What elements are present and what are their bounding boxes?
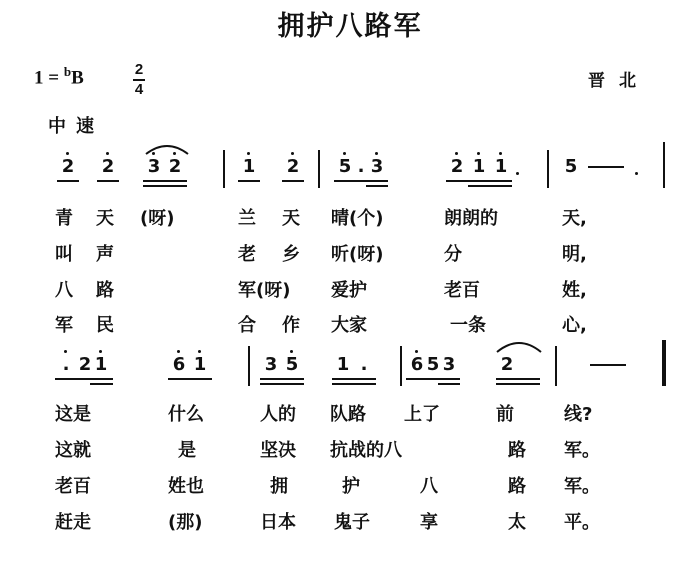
time-signature-bottom: 4 <box>134 81 144 98</box>
high-dot <box>247 152 250 155</box>
lyric: 这就 <box>55 440 91 461</box>
underline <box>57 180 79 182</box>
underline <box>55 378 113 380</box>
lyric: 军(呀) <box>238 280 291 301</box>
note: 3 <box>370 156 384 177</box>
lyric: 平。 <box>564 512 600 533</box>
lyric: 声 <box>96 244 114 265</box>
lyric: 乡 <box>282 244 300 265</box>
note <box>564 354 582 376</box>
underline <box>143 180 187 182</box>
lyric: 坚决 <box>260 440 296 461</box>
note: 1 <box>94 354 108 375</box>
lyric: 青 <box>55 208 73 229</box>
lyric: 天 <box>96 208 114 229</box>
dot: 2 <box>78 354 92 375</box>
lyric: 天 <box>282 208 300 229</box>
lyric: 姓, <box>562 280 587 301</box>
lyric: 兰 <box>238 208 256 229</box>
bar-line <box>223 150 225 188</box>
lyric: 队路 <box>330 404 366 425</box>
flat-sign: b <box>63 64 72 79</box>
lyric: (那) <box>168 512 203 533</box>
underline <box>238 180 260 182</box>
high-dot <box>66 152 69 155</box>
key-prefix: 1 = <box>34 67 64 89</box>
underline <box>143 185 187 187</box>
underline <box>366 185 388 187</box>
staccato-dot <box>635 172 638 175</box>
note: 3 <box>442 354 456 375</box>
note: 2 <box>500 354 514 375</box>
lyric: 军 <box>55 315 73 336</box>
staccato-dot <box>516 172 519 175</box>
underline <box>168 378 212 380</box>
lyric: 心, <box>562 315 587 336</box>
lyric: 作 <box>282 315 300 336</box>
final-bar-line <box>662 340 666 386</box>
underline <box>260 378 304 380</box>
bar-line <box>400 346 402 386</box>
note: 3 <box>264 354 278 375</box>
lyric: 军。 <box>564 476 600 497</box>
lyric: 叫 <box>55 244 73 265</box>
underline <box>97 180 119 182</box>
high-dot <box>290 350 293 353</box>
dash <box>588 166 624 168</box>
song-title: 拥护八路军 <box>277 11 423 42</box>
note: 2 <box>286 156 300 177</box>
note: 6 <box>410 354 424 375</box>
lyric: 这是 <box>55 404 91 425</box>
lyric: 合 <box>238 315 256 336</box>
slur <box>143 140 191 156</box>
lyric: 日本 <box>260 512 296 533</box>
lyric: 晴(个) <box>331 208 384 229</box>
note: 1 <box>193 354 207 375</box>
lyric: 爱护 <box>331 280 367 301</box>
lyric: 路 <box>508 440 526 461</box>
note: 2 <box>450 156 464 177</box>
note: 1 <box>336 354 350 375</box>
lyric: 大家 <box>331 315 367 336</box>
lyric: 听(呀) <box>331 244 384 265</box>
lyric: 老百 <box>444 280 480 301</box>
dash <box>590 364 626 366</box>
high-dot <box>198 350 201 353</box>
lyric: 路 <box>96 280 114 301</box>
lyric: 鬼子 <box>334 512 370 533</box>
lyric: 老 <box>238 244 256 265</box>
note: . <box>360 354 368 375</box>
lyric: 抗战的八 <box>330 440 402 461</box>
lyric: 线? <box>564 404 593 425</box>
region-label: 晋北 <box>588 71 650 91</box>
lyric: 八 <box>55 280 73 301</box>
high-dot <box>499 152 502 155</box>
note: 6 <box>172 354 186 375</box>
dot: 5 <box>426 354 440 375</box>
lyric: 民 <box>96 315 114 336</box>
underline <box>90 383 113 385</box>
bar-line <box>547 150 549 188</box>
high-dot <box>177 350 180 353</box>
bar-line <box>555 346 557 386</box>
lyric: 什么 <box>168 404 204 425</box>
lyric: 分 <box>444 244 462 265</box>
lyric: 军。 <box>564 440 600 461</box>
note: 1 <box>242 156 256 177</box>
lyric: 天, <box>562 208 587 229</box>
time-signature-top: 2 <box>134 61 144 78</box>
lyric: 明, <box>562 244 587 265</box>
underline <box>468 185 512 187</box>
lyric: 一条 <box>450 315 486 336</box>
lyric: 姓也 <box>168 476 204 497</box>
note: 3 <box>147 156 161 177</box>
high-dot <box>291 152 294 155</box>
lyric: 老百 <box>55 476 91 497</box>
underline <box>496 378 540 380</box>
note: 1 <box>472 156 486 177</box>
note: 5 <box>564 156 578 177</box>
lyric: 前 <box>496 404 514 425</box>
underline <box>282 180 304 182</box>
high-dot <box>477 152 480 155</box>
high-dot <box>343 152 346 155</box>
high-dot <box>106 152 109 155</box>
high-dot <box>375 152 378 155</box>
note: 2 <box>101 156 115 177</box>
lyric: 享 <box>420 512 438 533</box>
high-dot <box>455 152 458 155</box>
bar-line <box>318 150 320 188</box>
lyric: 八 <box>420 476 438 497</box>
note: 2 <box>61 156 75 177</box>
note: . <box>62 354 70 375</box>
lyric: (呀) <box>140 208 175 229</box>
tempo-marking: 中速 <box>48 116 104 137</box>
lyric: 路 <box>508 476 526 497</box>
key-note: B <box>71 67 84 89</box>
lyric: 上了 <box>404 404 440 425</box>
underline <box>260 383 304 385</box>
lyric: 人的 <box>260 404 296 425</box>
time-signature <box>133 62 145 98</box>
lyric: 护 <box>342 476 360 497</box>
bar-line <box>248 346 250 386</box>
underline <box>446 180 512 182</box>
note: 1 <box>494 156 508 177</box>
high-dot <box>415 350 418 353</box>
note <box>519 354 537 376</box>
note: 2 <box>168 156 182 177</box>
underline <box>496 383 540 385</box>
high-dot <box>64 350 67 353</box>
lyric: 拥 <box>270 476 288 497</box>
slur <box>494 336 544 354</box>
underline <box>332 383 376 385</box>
lyric: 太 <box>508 512 526 533</box>
key-signature <box>34 64 84 89</box>
lyric: 是 <box>178 440 196 461</box>
lyric: 赶走 <box>55 512 91 533</box>
note: 5 <box>285 354 299 375</box>
note: 5 <box>338 156 352 177</box>
underline <box>332 378 376 380</box>
lyric: 朗朗的 <box>444 208 498 229</box>
high-dot <box>99 350 102 353</box>
underline <box>334 180 388 182</box>
underline <box>438 383 460 385</box>
bar-line <box>663 142 665 188</box>
dot: . <box>357 156 365 177</box>
underline <box>406 378 460 380</box>
